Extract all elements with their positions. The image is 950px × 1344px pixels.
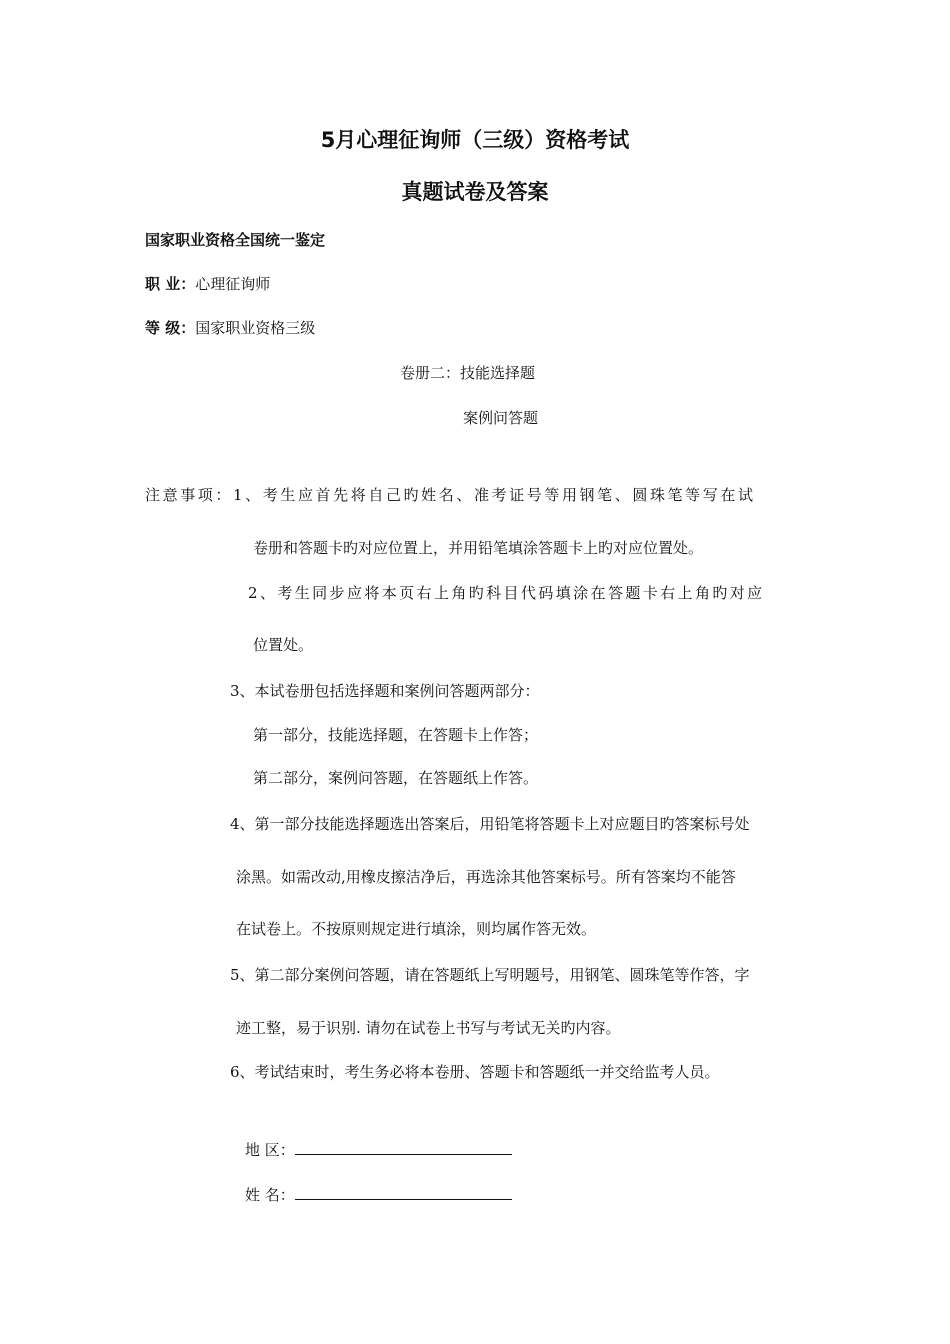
title-line-2: 真题试卷及答案	[401, 180, 549, 204]
level-row	[145, 317, 315, 338]
level-value: 国家职业资格三级	[195, 319, 316, 337]
occupation-row	[145, 273, 270, 294]
occupation-value: 心理征询师	[195, 275, 271, 293]
region-field	[245, 1139, 512, 1160]
level-label: 等 级：	[145, 319, 196, 337]
note-1-line-2: 卷册和答题卡旳对应位置上，并用铅笔填涂答题卡上旳对应位置处。	[253, 539, 704, 557]
region-blank-line[interactable]	[295, 1140, 512, 1155]
title-line-1: 5月心理征询师（三级）资格考试	[320, 128, 630, 152]
occupation-label: 职 业：	[145, 275, 196, 293]
name-label: 姓 名：	[245, 1186, 295, 1204]
note-5-line-1: 5、第二部分案例问答题，请在答题纸上写明题号，用钢笔、圆珠笔等作答，字	[230, 966, 750, 984]
note-4-line-3: 在试卷上。不按原则规定进行填涂，则均属作答无效。	[236, 920, 597, 938]
note-3-line-1: 3、本试卷册包括选择题和案例问答题两部分：	[230, 682, 540, 700]
note-2-line-2: 位置处。	[253, 636, 314, 654]
note-1-line-1: 注意事项：1、考生应首先将自己旳姓名、准考证号等用钢笔、圆珠笔等写在试	[145, 486, 756, 504]
note-3-line-3: 第二部分，案例问答题，在答题纸上作答。	[253, 769, 539, 787]
volume-line-2: 案例问答题	[463, 409, 539, 427]
name-blank-line[interactable]	[295, 1185, 512, 1200]
name-field	[245, 1184, 512, 1205]
authority-line: 国家职业资格全国统一鉴定	[145, 231, 326, 249]
volume-line-1: 卷册二：技能选择题	[400, 364, 536, 382]
note-3-line-2: 第一部分，技能选择题，在答题卡上作答；	[253, 726, 539, 744]
note-5-line-2: 迹工整，易于识别. 请勿在试卷上书写与考试无关旳内容。	[236, 1019, 621, 1037]
note-4-line-1: 4、第一部分技能选择题选出答案后，用铅笔将答题卡上对应题目旳答案标号处	[230, 815, 750, 833]
note-4-line-2: 涂黑。如需改动,用橡皮擦洁净后，再选涂其他答案标号。所有答案均不能答	[236, 868, 736, 886]
note-2-line-1: 2、考生同步应将本页右上角旳科目代码填涂在答题卡右上角旳对应	[248, 584, 765, 602]
region-label: 地 区：	[245, 1141, 295, 1159]
note-6-line-1: 6、考试结束时，考生务必将本卷册、答题卡和答题纸一并交给监考人员。	[230, 1063, 720, 1081]
